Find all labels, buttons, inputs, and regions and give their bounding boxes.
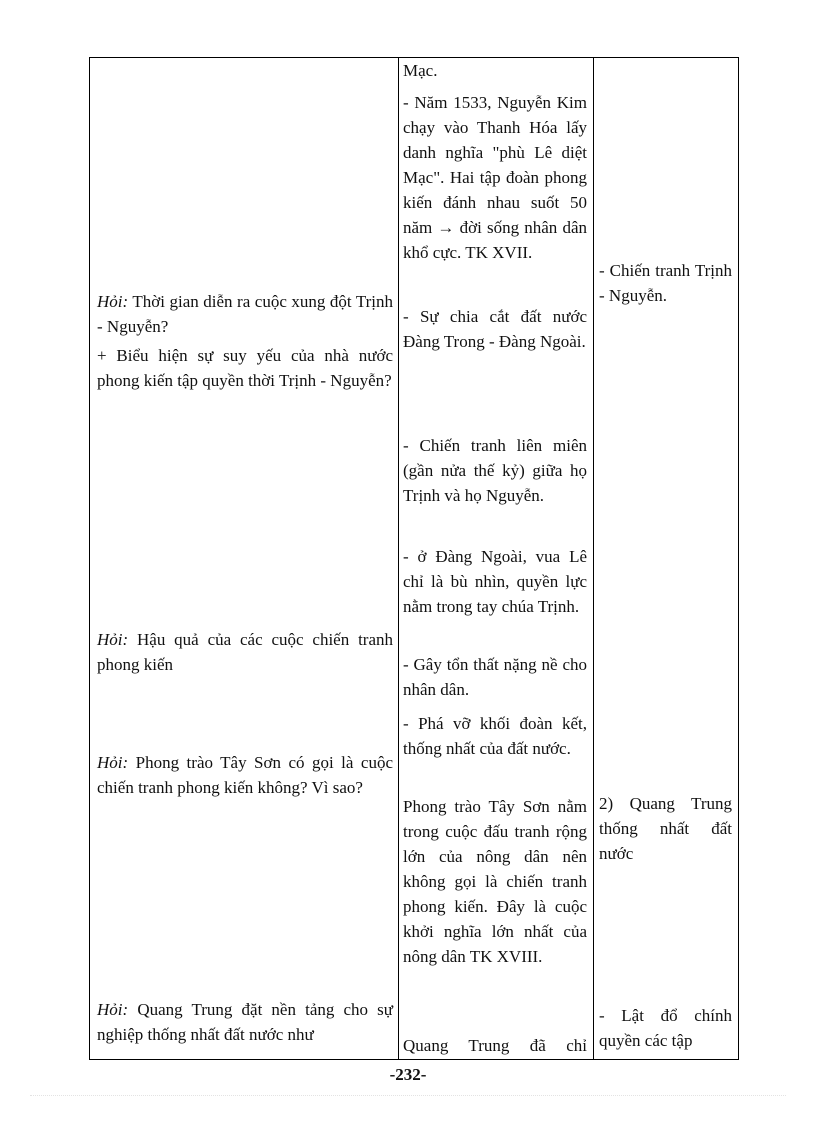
question-1-sub: + Biểu hiện sự suy yếu của nhà nước phong kiến tập quyền thời Trịnh - Nguyễn? <box>97 346 393 390</box>
page-number: -232- <box>389 1065 427 1084</box>
question-label: Hỏi: <box>97 292 129 311</box>
question-label: Hỏi: <box>97 630 129 649</box>
question-text: Quang Trung đặt nền tảng cho sự nghiệp thống nhất đất nước như <box>97 1000 394 1044</box>
column-divider <box>398 57 399 1060</box>
question-block <box>97 289 393 393</box>
content-paragraph: - Năm 1533, Nguyễn Kim chạy vào Thanh Hóa lấy danh nghĩa "phù Lê diệt Mạc". Hai tập đoàn phong kiến đánh nhau suốt 50 năm → đời sống nhân dân khổ cực. TK XVII. <box>403 93 587 262</box>
content-paragraph: - ở Đàng Ngoài, vua Lê chỉ là bù nhìn, quyền lực nằm trong tay chúa Trịnh. <box>403 547 587 616</box>
question-text: Thời gian diễn ra cuộc xung đột Trịnh - Nguyễn? <box>97 292 393 336</box>
question-text: Phong trào Tây Sơn có gọi là cuộc chiến tranh phong kiến không? Vì sao? <box>97 753 393 797</box>
footer-rule <box>30 1095 786 1096</box>
question-label: Hỏi: <box>97 1000 129 1019</box>
content-paragraph: Phong trào Tây Sơn nằm trong cuộc đấu tranh rộng lớn của nông dân nên không gọi là chiến tranh phong kiến. Đây là cuộc khởi nghĩa lớn nhất của nông dân TK XVIII. <box>403 797 587 966</box>
question-4 <box>97 997 393 1047</box>
column-divider <box>593 57 594 1060</box>
content-paragraph: - Gây tổn thất nặng nề cho nhân dân. <box>403 655 587 699</box>
content-paragraph: - Sự chia cắt đất nước Đàng Trong - Đàng Ngoài. <box>403 307 587 351</box>
note-item: 2) Quang Trung thống nhất đất nước <box>599 794 732 863</box>
question-2 <box>97 627 393 677</box>
question-label: Hỏi: <box>97 753 129 772</box>
content-paragraph: Mạc. <box>403 61 438 80</box>
question-3 <box>97 750 393 800</box>
note-item: - Lật đổ chính quyền các tập <box>599 1006 732 1050</box>
question-1 <box>97 289 393 339</box>
content-paragraph: Quang Trung đã chỉ <box>403 1036 587 1055</box>
content-paragraph: - Phá vỡ khối đoàn kết, thống nhất của đất nước. <box>403 714 587 758</box>
question-text: Hậu quả của các cuộc chiến tranh phong kiến <box>97 630 393 674</box>
note-item: - Chiến tranh Trịnh - Nguyễn. <box>599 261 732 305</box>
content-paragraph: - Chiến tranh liên miên (gần nửa thế kỷ) giữa họ Trịnh và họ Nguyễn. <box>403 436 587 505</box>
